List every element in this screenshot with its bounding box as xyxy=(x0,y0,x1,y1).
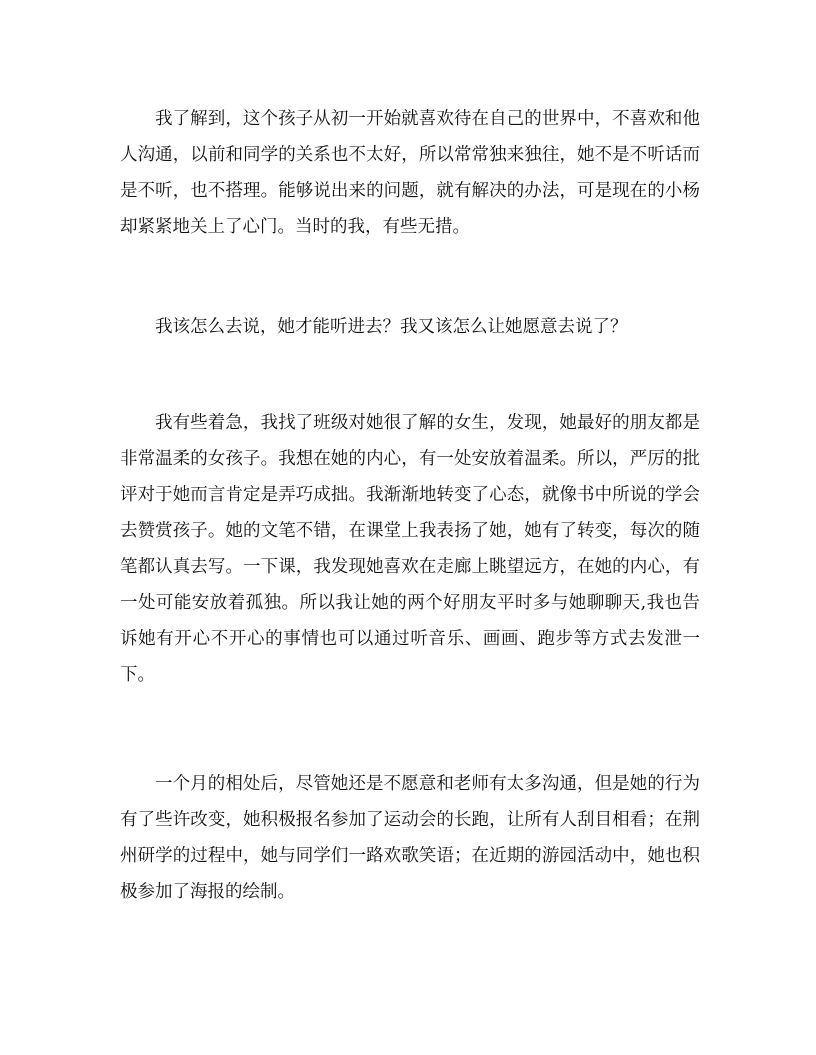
paragraph-4: 一个月的相处后，尽管她还是不愿意和老师有太多沟通，但是她的行为有了些许改变，她积极报名参加了运动会的长跑，让所有人刮目相看；在荆州研学的过程中，她与同学们一路欢歌笑语；在近期的游园活动中，她也积极参加了海报的绘制。 xyxy=(120,774,700,902)
paragraph-3: 我有些着急，我找了班级对她很了解的女生，发现，她最好的朋友都是非常温柔的女孩子。我想在她的内心，有一处安放着温柔。所以，严厉的批评对于她而言肯定是弄巧成拙。我渐渐地转变了心态，就像书中所说的学会去赞赏孩子。她的文笔不错，在课堂上我表扬了她，她有了转变，每次的随笔都认真去写。一下课，我发现她喜欢在走廊上眺望远方，在她的内心，有一处可能安放着孤独。所以我让她的两个好朋友平时多与她聊聊天,我也告诉她有开心不开心的事情也可以通过听音乐、画画、跑步等方式去发泄一下。 xyxy=(120,413,700,685)
paragraph-1: 我了解到，这个孩子从初一开始就喜欢待在自己的世界中，不喜欢和他人沟通，以前和同学的关系也不太好，所以常常独来独往，她不是不听话而是不听，也不搭理。能够说出来的问题，就有解决的办法，可是现在的小杨却紧紧地关上了心门。当时的我，有些无措。 xyxy=(120,109,700,237)
paragraph-2: 我该怎么去说，她才能听进去？我又该怎么让她愿意去说了？ xyxy=(155,317,628,337)
